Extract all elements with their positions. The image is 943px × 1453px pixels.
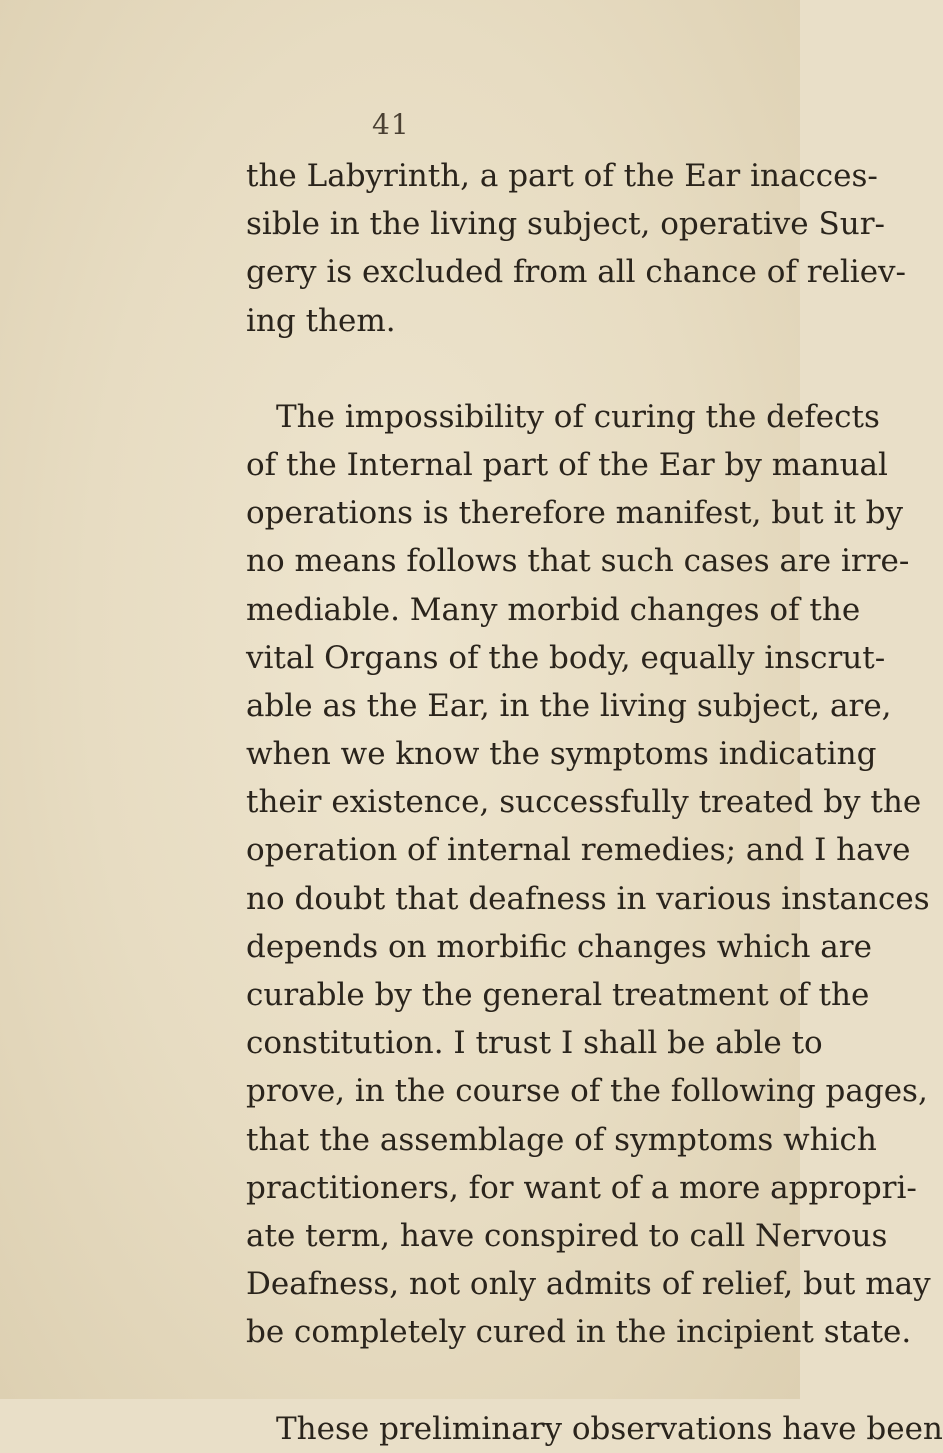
text-line: be completely cured in the incipient state. [246, 1314, 912, 1351]
text-line: gery is excluded from all chance of reliev- [246, 254, 907, 291]
text-line: their existence, successfully treated by the [246, 784, 922, 821]
text-line: sible in the living subject, operative Sur- [246, 206, 885, 243]
text-line: These preliminary observations have been [276, 1410, 943, 1447]
text-line: able as the Ear, in the living subject, are, [246, 687, 892, 724]
text-line: that the assemblage of symptoms which [246, 1121, 877, 1158]
text-line: when we know the symptoms indicating [246, 736, 877, 773]
text-line: ing them. [246, 302, 396, 339]
text-line: the Labyrinth, a part of the Ear inacces- [246, 158, 878, 194]
text-line: no means follows that such cases are irre- [246, 543, 910, 580]
text-line: The impossibility of curing the defects [276, 398, 880, 435]
text-line: mediable. Many morbid changes of the [246, 591, 861, 628]
paragraph-1 [246, 152, 907, 345]
text-line: ate term, have conspired to call Nervous [246, 1217, 888, 1254]
text-line: vital Organs of the body, equally inscrut- [246, 639, 886, 676]
text-line: of the Internal part of the Ear by manual [246, 446, 888, 483]
paragraph-2 [246, 393, 931, 1357]
body-text [246, 152, 943, 1453]
text-line: operation of internal remedies; and I have [246, 832, 911, 869]
text-line: practitioners, for want of a more appropri- [246, 1169, 917, 1206]
page-number: 41 [372, 108, 410, 141]
text-line: constitution. I trust I shall be able to [246, 1025, 823, 1062]
text-line: operations is therefore manifest, but it by [246, 495, 904, 532]
paragraph-3 [246, 1405, 943, 1453]
text-line: Deafness, not only admits of relief, but may [246, 1266, 931, 1303]
text-line: curable by the general treatment of the [246, 977, 870, 1013]
text-line: depends on morbific changes which are [246, 928, 872, 965]
text-line: no doubt that deafness in various instances [246, 880, 930, 917]
text-line: prove, in the course of the following pages, [246, 1073, 928, 1110]
